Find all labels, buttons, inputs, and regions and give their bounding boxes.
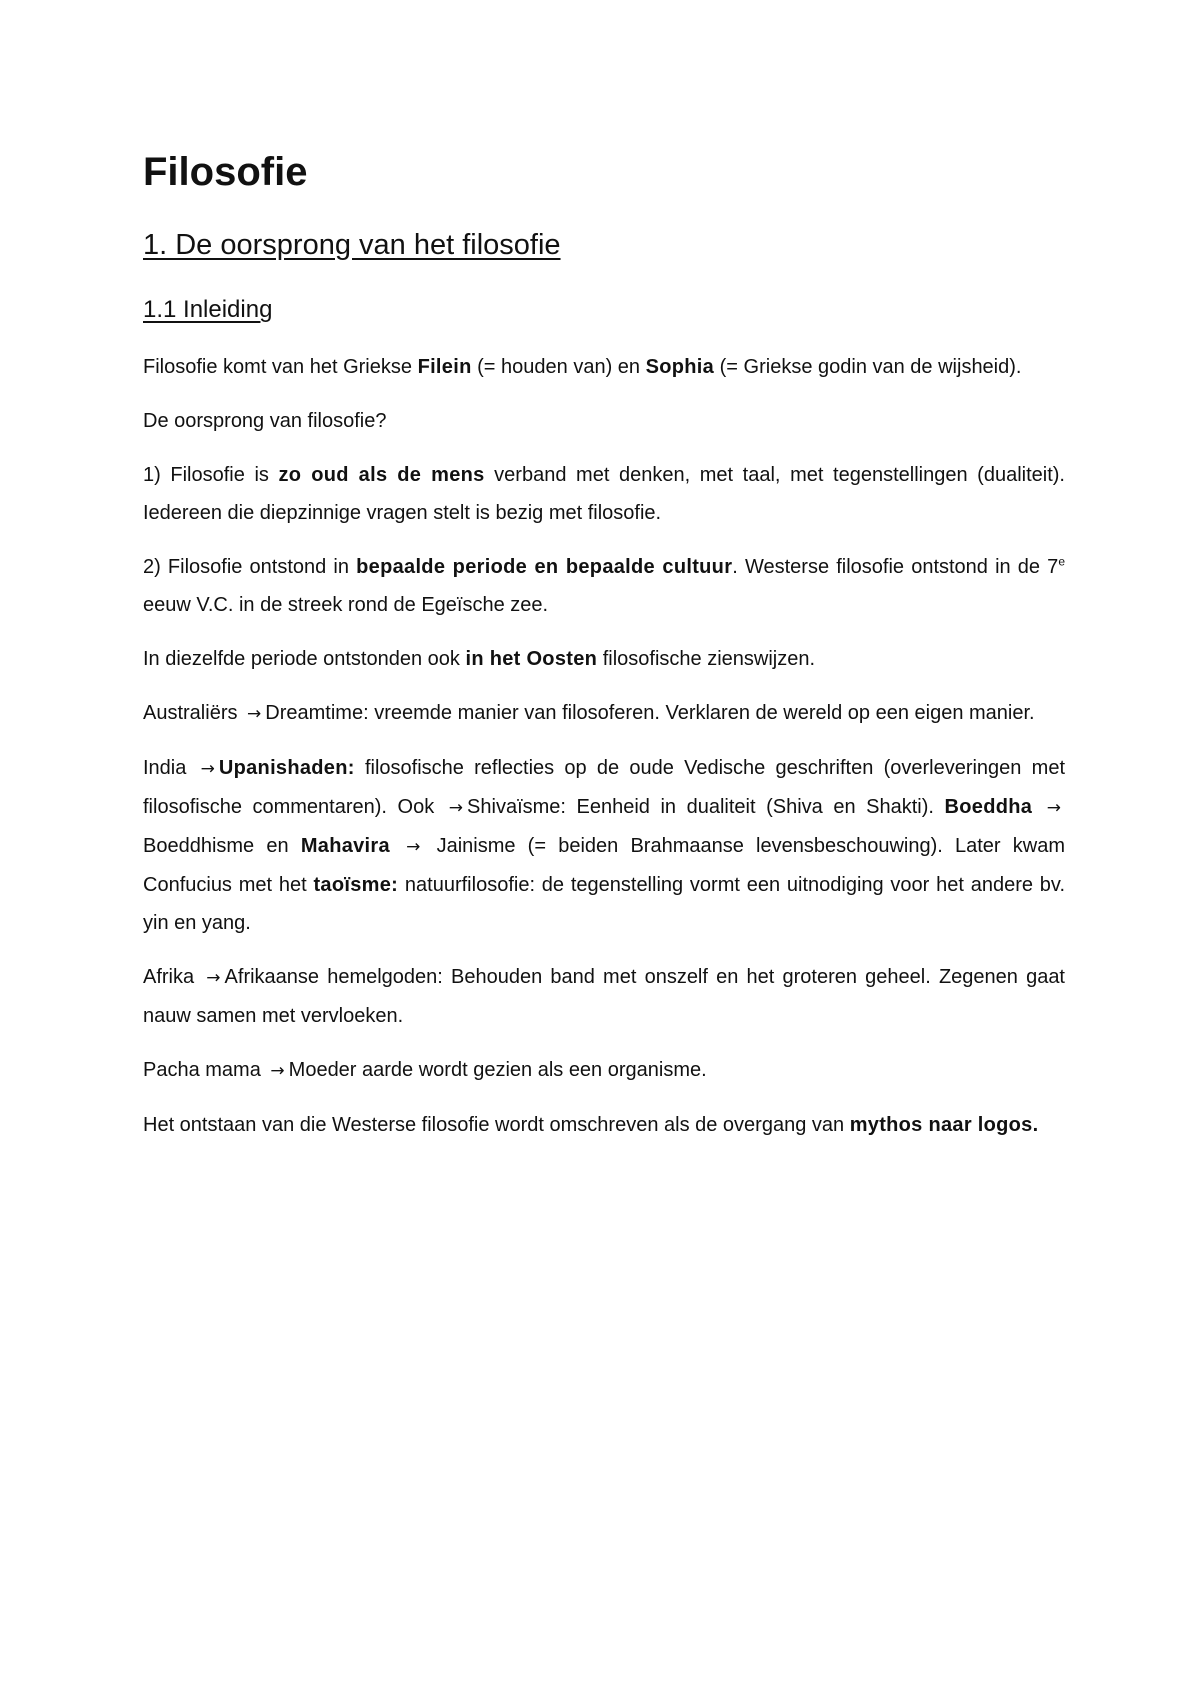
arrow-right-icon: →: [200, 759, 215, 779]
arrow-right-icon: →: [206, 968, 221, 988]
paragraph-mythos-logos: Het ontstaan van die Westerse filosofie wordt omschreven als de overgang van mythos naar logos.: [143, 1114, 1039, 1136]
arrow-right-icon: →: [270, 1061, 285, 1081]
arrow-right-icon: →: [448, 798, 464, 818]
paragraph-pacha-mama: Pacha mama → Moeder aarde wordt gezien als een organisme.: [143, 1059, 707, 1081]
paragraph-point-2: 2) Filosofie ontstond in bepaalde periode en bepaalde cultuur. Westerse filosofie ontstond in de 7e eeuw V.C. in de streek rond de Egeïsche zee.: [143, 554, 1065, 616]
paragraph-point-1: 1) Filosofie is zo oud als de mens verband met denken, met taal, met tegenstellingen (dualiteit). Iedereen die diepzinnige vragen stelt is bezig met filosofie.: [143, 464, 1065, 524]
section-heading-1: 1. De oorsprong van het filosofie: [143, 229, 561, 261]
document-title: Filosofie: [143, 150, 308, 194]
paragraph-question: De oorsprong van filosofie?: [143, 410, 387, 432]
paragraph-etymology: Filosofie komt van het Griekse Filein (= houden van) en Sophia (= Griekse godin van de wijsheid).: [143, 356, 1022, 378]
subsection-heading-1-1: 1.1 Inleiding: [143, 296, 273, 323]
paragraph-east: In diezelfde periode ontstonden ook in het Oosten filosofische zienswijzen.: [143, 648, 816, 670]
arrow-right-icon: →: [1046, 798, 1061, 818]
arrow-right-icon: →: [247, 704, 262, 724]
paragraph-africa: Afrika → Afrikaanse hemelgoden: Behouden band met onszelf en het groteren geheel. Zegenen gaat nauw samen met vervloeken.: [143, 966, 1065, 1027]
paragraph-india: India → Upanishaden: filosofische reflecties op de oude Vedische geschriften (overleveringen met filosofische commentaren). Ook → Shivaïsme: Eenheid in dualiteit (Shiva en Shakti). Boeddha → Boeddhisme en Mahavira → Jainisme (= beiden Brahmaanse levensbeschouwing). Later kwam Confucius met het taoïsme: natuurfilosofie: de tegenstelling vormt een uitnodiging voor het andere bv. yin en yang.: [143, 757, 1066, 934]
document-page: [143, 140, 1065, 1160]
arrow-right-icon: →: [406, 837, 421, 857]
paragraph-australia: Australiërs → Dreamtime: vreemde manier van filosoferen. Verklaren de wereld op een eigen manier.: [143, 702, 1035, 724]
